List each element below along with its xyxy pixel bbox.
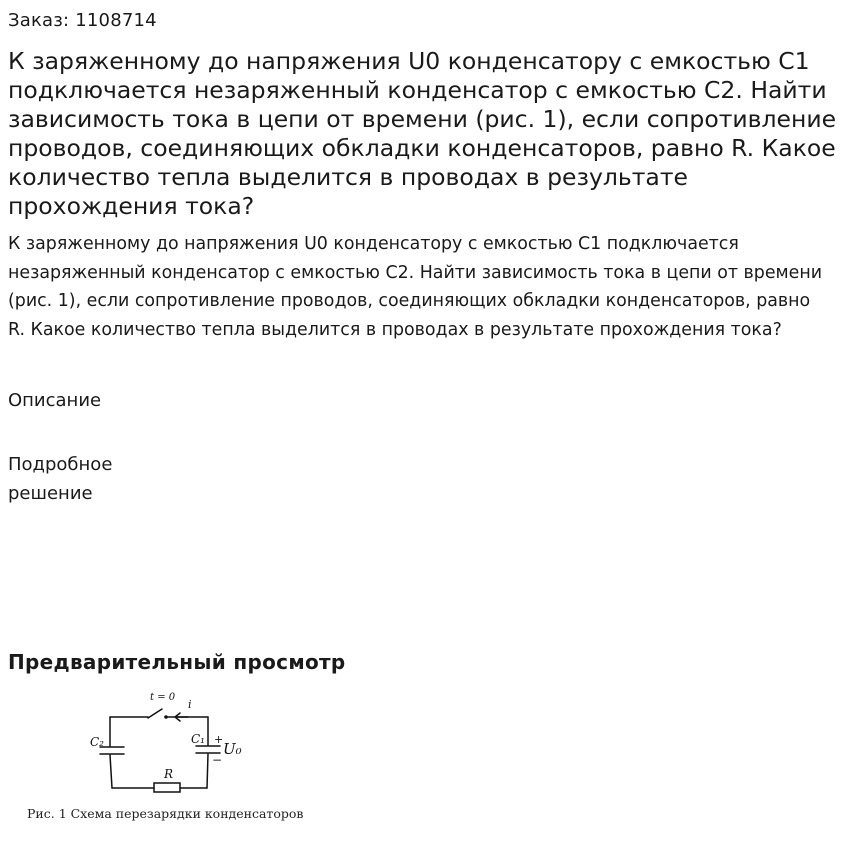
minus-sign: − xyxy=(212,753,223,767)
switch-label: t = 0 xyxy=(150,692,176,703)
resistor xyxy=(154,783,180,792)
order-line xyxy=(8,10,157,32)
plus-sign: + xyxy=(214,733,224,746)
u0-label: U₀ xyxy=(223,740,242,758)
solution-label: Подробное решение xyxy=(8,454,113,504)
switch-blade xyxy=(148,709,162,718)
current-label: i xyxy=(188,698,192,711)
switch-contact xyxy=(164,715,168,719)
r-label: R xyxy=(164,767,174,781)
task-text: К заряженному до напряжения U0 конденсатору с емкостью C1 подключается незаряженный конденсатор с емкостью C2. Найти зависимость тока в цепи от времени (рис. 1), если сопротивление проводов, соединяющих обкладки конденсаторов, равно R. Какое количество тепла выделится в проводах в результате прохождения тока? xyxy=(8,234,823,340)
circuit-diagram xyxy=(80,684,260,804)
task-title: К заряженному до напряжения U0 конденсатору с емкостью C1 подключается незаряженный конденсатор с емкостью C2. Найти зависимость тока в цепи от времени (рис. 1), если сопротивление проводов, соединяющих обкладки конденсаторов, равно R. Какое количество тепла выделится в проводах в результате прохождения тока? xyxy=(8,47,837,220)
wire-left-bottom xyxy=(110,755,112,788)
order-label: Заказ: xyxy=(8,10,70,31)
preview-heading: Предварительный просмотр xyxy=(8,650,346,674)
figure-caption: Рис. 1 Схема перезарядки конденсаторов xyxy=(27,806,304,821)
c2-label: C₂ xyxy=(90,735,104,749)
c1-label: C₁ xyxy=(191,732,205,746)
order-number: 1108714 xyxy=(75,10,157,31)
wire-right-bottom xyxy=(207,754,208,788)
description-label: Описание xyxy=(8,390,102,411)
